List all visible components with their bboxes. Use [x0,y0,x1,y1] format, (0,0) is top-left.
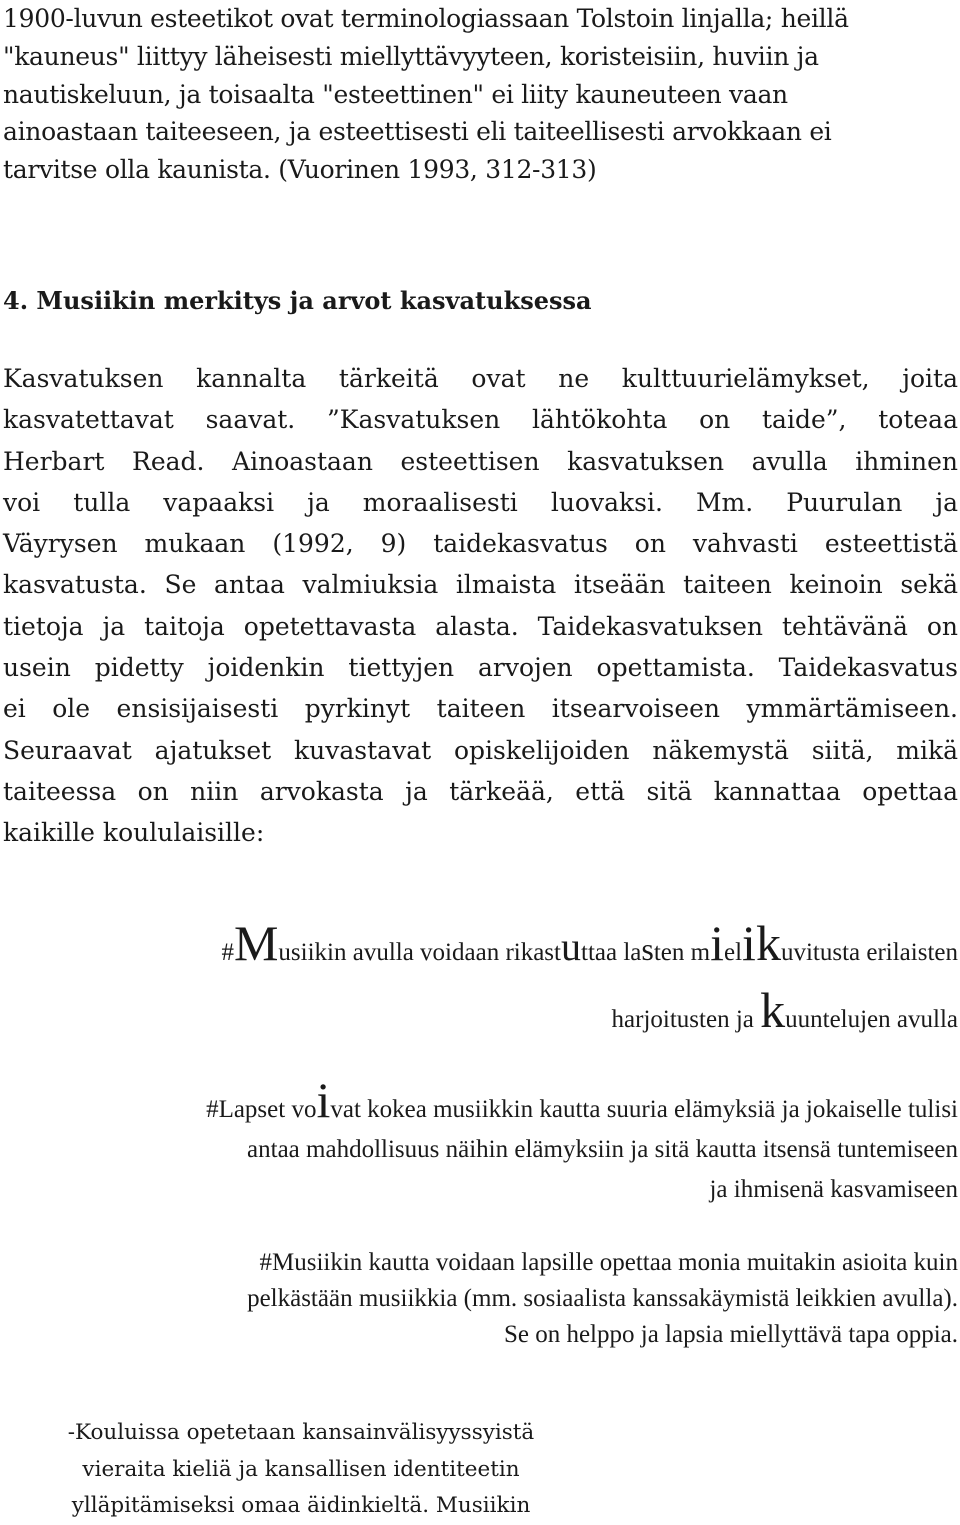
body-line: usein pidetty joidenkin tiettyjen arvojen opettamista. Taidekasvatus [3,653,958,683]
body-line: Seuraavat ajatukset kuvastavat opiskelijoiden näkemystä siitä, mikä [3,735,958,765]
body-line: taiteessa on niin arvokasta ja tärkeää, että sitä kannattaa opettaa [3,776,958,806]
footnote-line: vieraita kieliä ja kansallisen identiteetin [82,1456,520,1482]
quote-3-line: Se on helppo ja lapsia miellyttävä tapa oppia. [503,1321,958,1348]
quote-2-line: antaa mahdollisuus näihin elämyksiin ja sitä kautta itsensä tuntemiseen [247,1136,958,1163]
quote-3-line: pelkästään musiikkia (mm. sosiaalista kanssakäymistä leikkien avulla). [247,1285,958,1312]
body-line: kasvatusta. Se antaa valmiuksia ilmaista itseään taiteen keinoin sekä [3,570,958,600]
quote-2 [206,1072,958,1210]
footnote-line: ylläpitämiseksi omaa äidinkieltä. Musiikin [71,1493,531,1518]
intro-line: "kauneus" liittyy läheisesti miellyttävyyteen, koristeisiin, huviin ja [3,41,819,71]
body-line: Väyrysen mukaan (1992, 9) taidekasvatus on vahvasti esteettistä [3,529,958,559]
intro-paragraph [3,0,958,189]
body-line: tietoja ja taitoja opetettavasta alasta. Taidekasvatuksen tehtävänä on [3,611,958,641]
body-line: ei ole ensisijaisesti pyrkinyt taiteen itsearvoiseen ymmärtämiseen. [3,694,958,724]
intro-line: ainoastaan taiteeseen, ja esteettisesti eli taiteellisesti arvokkaan ei [3,117,832,147]
quote-1-line-1: #Musiikin avulla voidaan rikastuttaa lasten mielikuvitusta erilaisten [221,915,958,971]
quote-1-line-2: harjoitusten ja kuuntelujen avulla [611,982,958,1038]
body-line: Kasvatuksen kannalta tärkeitä ovat ne kulttuurielämykset, joita [3,364,958,393]
body-line: kaikille koululaisille: [3,818,265,848]
body-line: Herbart Read. Ainoastaan esteettisen kasvatuksen avulla ihminen [3,446,958,476]
body-line: voi tulla vapaaksi ja moraalisesti luovaksi. Mm. Puurulan ja [3,487,958,517]
quote-2-line: ja ihmisenä kasvamiseen [709,1176,958,1203]
intro-line: 1900-luvun esteetikot ovat terminologiassaan Tolstoin linjalla; heillä [3,4,849,33]
quote-2-line: #Lapset voivat kokea musiikkin kautta suuria elämyksiä ja jokaiselle tulisi [206,1072,958,1128]
intro-line: tarvitse olla kaunista. (Vuorinen 1993, 312-313) [3,155,597,185]
intro-line: nautiskeluun, ja toisaalta "esteettinen" ei liity kauneuteen vaan [3,79,788,109]
section-heading: 4. Musiikin merkitys ja arvot kasvatuksessa [3,286,592,315]
footnote-block [26,1415,576,1525]
quote-3-line: #Musiikin kautta voidaan lapsille opettaa monia muitakin asioita kuin [259,1249,958,1276]
body-line: kasvatettavat saavat. ”Kasvatuksen lähtökohta on taide”, toteaa [3,405,958,435]
body-paragraph [3,358,958,854]
quote-3 [247,1245,958,1353]
footnote-line: -Kouluissa opetetaan kansainvälisyyssyistä [67,1420,535,1445]
